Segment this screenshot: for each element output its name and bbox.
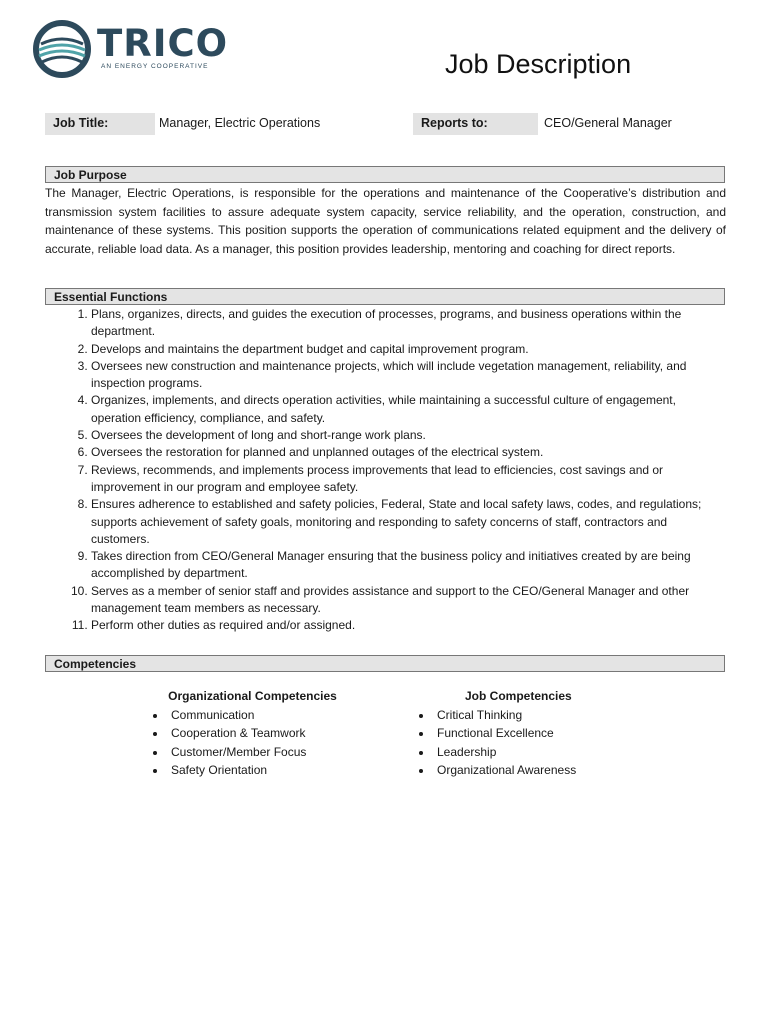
reports-to-value: CEO/General Manager — [544, 116, 672, 130]
job-info-row — [45, 113, 725, 135]
organizational-competencies — [145, 689, 360, 779]
job-title-label: Job Title: — [45, 113, 155, 135]
logo-tagline: AN ENERGY COOPERATIVE — [101, 63, 209, 70]
reports-to-label: Reports to: — [413, 113, 538, 135]
job-purpose-text: The Manager, Electric Operations, is responsible for the operations and maintenance of the Cooperative’s distribution and transmission system facilities to assure adequate system capacity, service reliability, and the operation, construction, and maintenance of these systems. This position supports the operation of communications related equipment and the delivery of accurate, reliable load data. As a manager, this position provides leadership, mentoring and coaching for direct reports. — [45, 186, 726, 257]
job-purpose-heading: Job Purpose — [45, 166, 725, 183]
logo-emblem-icon — [33, 20, 91, 78]
function-item: 8. Ensures adherence to established and safety policies, Federal, State and local safety laws, codes, and regulations; supports achievement of safety goals, monitoring and responding to safety concerns of staff, contractors and customers. — [91, 496, 725, 548]
function-item: 3. Oversees new construction and maintenance projects, which will include vegetation management, reliability, and inspection programs. — [91, 358, 725, 393]
competency-item: • Safety Orientation — [167, 761, 360, 779]
function-item: 2. Develops and maintains the department budget and capital improvement program. — [91, 341, 725, 358]
job-competencies — [411, 689, 626, 779]
function-item: 6. Oversees the restoration for planned and unplanned outages of the electrical system. — [91, 444, 725, 461]
function-item: 7. Reviews, recommends, and implements process improvements that lead to efficiencies, cost savings and or improvement in our program and employee safety. — [91, 462, 725, 497]
competency-item: • Cooperation & Teamwork — [167, 724, 360, 742]
competency-item: • Critical Thinking — [433, 706, 626, 724]
competency-item: • Organizational Awareness — [433, 761, 626, 779]
competency-item: • Communication — [167, 706, 360, 724]
function-item: 9. Takes direction from CEO/General Manager ensuring that the business policy and initiatives created by are being accomplished by department. — [91, 548, 725, 583]
logo-wordmark: TRICO — [97, 22, 229, 65]
job-competencies-title: Job Competencies — [465, 689, 572, 703]
organizational-competencies-title: Organizational Competencies — [168, 689, 337, 703]
function-item: 5. Oversees the development of long and short-range work plans. — [91, 427, 725, 444]
job-title-value: Manager, Electric Operations — [159, 116, 321, 130]
competency-item: • Customer/Member Focus — [167, 743, 360, 761]
function-item: 1. Plans, organizes, directs, and guides the execution of processes, programs, and business operations within the department. — [91, 306, 725, 341]
essential-functions-list — [45, 306, 725, 635]
trico-logo — [33, 20, 229, 80]
essential-functions-heading: Essential Functions — [45, 288, 725, 305]
competency-item: • Leadership — [433, 743, 626, 761]
document-title: Job Description — [445, 49, 632, 79]
organizational-competencies-list — [145, 706, 360, 779]
function-item: 4. Organizes, implements, and directs operation activities, while maintaining a successful culture of engagement, operation efficiency, compliance, and safety. — [91, 392, 725, 427]
competencies-heading: Competencies — [45, 655, 725, 672]
competency-item: • Functional Excellence — [433, 724, 626, 742]
job-competencies-list — [411, 706, 626, 779]
function-item: 10. Serves as a member of senior staff and provides assistance and support to the CEO/General Manager and other management team members as necessary. — [91, 583, 725, 618]
function-item: 11. Perform other duties as required and/or assigned. — [91, 617, 725, 634]
